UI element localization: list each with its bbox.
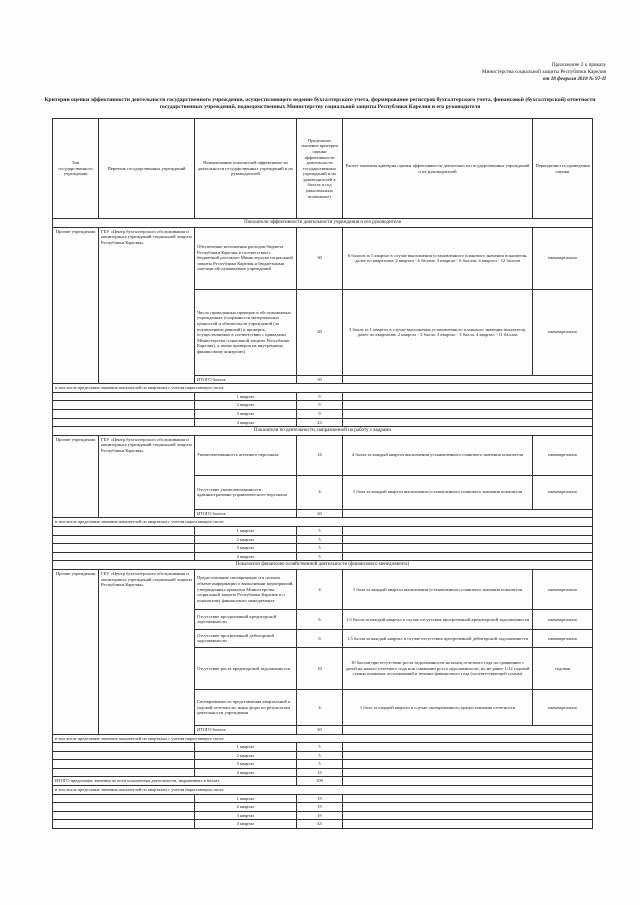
period-cell: ежеквартально — [533, 609, 593, 629]
grand-quarter-name: 2 квартал — [195, 803, 297, 812]
section-2-quarter-value: 5 — [297, 526, 343, 535]
section-3-title: Показатели финансово-хозяйственной деятельности (финансового менеджмента) — [53, 561, 593, 570]
section-1-quarter-empty — [53, 409, 195, 418]
section-2-quarter-name: 3 квартал — [195, 544, 297, 553]
section-1-quarter-empty-2 — [343, 401, 593, 410]
table-row — [53, 227, 593, 289]
section-1-quarter-value: 9 — [297, 392, 343, 401]
grand-quarter-row — [53, 811, 593, 820]
section-2-quarter-empty-2 — [343, 535, 593, 544]
section-2-quarter-empty-2 — [343, 526, 593, 535]
period-cell: ежеквартально — [533, 689, 593, 725]
section-3-quarter-row — [53, 751, 593, 760]
section-1-type: Прочие учреждения — [53, 227, 99, 384]
section-2-title: Показатели по деятельности, направленной на работу с кадрами — [53, 427, 593, 436]
appendix-line-2: Министерства социальной защиты Республики Карелия — [482, 69, 606, 75]
section-2-total-label: ИТОГО баллов — [195, 509, 297, 518]
indicator-cell: Отсутствие роста кредиторской задолженности — [195, 647, 297, 689]
section-3-quarter-empty-2 — [343, 743, 593, 752]
section-1-quarter-empty — [53, 392, 195, 401]
section-1-quarter-empty-2 — [343, 409, 593, 418]
grand-quarter-row — [53, 820, 593, 829]
section-2-quarter-empty-2 — [343, 544, 593, 553]
section-1-quarter-name: 3 квартал — [195, 409, 297, 418]
section-1-quarter-row — [53, 418, 593, 427]
section-3-quarter-empty-2 — [343, 760, 593, 769]
grand-quarter-empty — [53, 811, 195, 820]
grand-quarter-value: 19 — [297, 803, 343, 812]
section-2-quarter-row — [53, 552, 593, 561]
section-1-quarter-value: 9 — [297, 409, 343, 418]
section-2-quarter-row — [53, 526, 593, 535]
appendix-note — [386, 62, 606, 83]
appendix-line-3: от 18 февраля 2018 № 97-П — [542, 76, 606, 82]
indicator-cell: Обеспечение исполнения расходов бюджета Республики Карелия в соответствии с бюджетной росписью Министерства социальной защиты Республики Карелия и бюджетными сметами обслуживаемых учреждений — [195, 227, 297, 289]
grand-quarter-empty — [53, 803, 195, 812]
section-3-quarter-value: 15 — [297, 768, 343, 777]
header-indicator: Наименование показателей эффективности деятельности государственных учреждений и их руководителей — [195, 119, 297, 219]
section-1-total-empty — [343, 375, 593, 384]
section-2-quarter-label: в том числе предельные значения показателей по кварталам с учетом нарастающего итога — [53, 518, 593, 527]
section-3-type: Прочие учреждения — [53, 569, 99, 734]
grand-total-label: ИТОГО предельные значения по всем показателям деятельности, выраженных в баллах — [53, 777, 297, 786]
section-1-quarter-name: 2 квартал — [195, 401, 297, 410]
section-1-quarter-row — [53, 392, 593, 401]
section-2-quarter-row — [53, 544, 593, 553]
section-2-quarter-value: 5 — [297, 552, 343, 561]
section-3-quarter-empty — [53, 768, 195, 777]
section-1-quarter-empty-2 — [343, 418, 593, 427]
section-2-quarter-empty — [53, 544, 195, 553]
table-row — [53, 435, 593, 475]
grand-quarter-value: 19 — [297, 811, 343, 820]
header-calc: Расчет значения критерия оценки эффективности деятельности государственных учреждений и их руководителей — [343, 119, 533, 219]
section-1-quarter-row — [53, 401, 593, 410]
section-1-quarter-name: 4 квартал — [195, 418, 297, 427]
grand-quarter-empty — [53, 820, 195, 829]
period-cell: ежеквартально — [533, 629, 593, 647]
section-3-quarter-row — [53, 768, 593, 777]
indicator-cell: Предоставление своевременно и в полном объеме информации о выполнении мероприятий, утвержденных приказом Министерства социальной защиты Республики Карелия и о показателях финансового менеджмента — [195, 569, 297, 609]
section-2-quarter-row — [53, 535, 593, 544]
calc-cell: 1,5 балла за каждый квартал в случае отсутствия просроченной кредиторской задолженности — [343, 609, 533, 629]
section-3-quarter-empty-2 — [343, 751, 593, 760]
section-3-total-empty — [343, 725, 593, 734]
grand-quarter-row — [53, 794, 593, 803]
section-3-quarter-value: 5 — [297, 743, 343, 752]
section-2-org: ГБУ «Центр бухгалтерского обслуживания и мониторинга учреждений социальной защиты Республики Карелия» — [99, 435, 195, 518]
section-1-quarter-empty — [53, 418, 195, 427]
indicator-cell: Своевременность представления квартальной и годовой отчетности, иных форм по результатам деятельности учреждения — [195, 689, 297, 725]
section-3-total-value: 30 — [297, 725, 343, 734]
section-2-total-value: 20 — [297, 509, 343, 518]
section-1-quarter-value: 23 — [297, 418, 343, 427]
period-cell: ежеквартально — [533, 289, 593, 375]
section-2-quarter-empty — [53, 526, 195, 535]
section-1-quarter-name: 1 квартал — [195, 392, 297, 401]
max-cell: 20 — [297, 289, 343, 375]
section-1-total-value: 50 — [297, 375, 343, 384]
max-cell: 16 — [297, 435, 343, 475]
section-3-quarter-header-row — [53, 734, 593, 743]
section-2-quarter-empty — [53, 552, 195, 561]
grand-total-row — [53, 777, 593, 786]
document-title: Критерии оценки эффективности деятельности государственного учреждения, осуществляющего ведение бухгалтерского учета, формирование регистров бухгалтерского учета, финансовой (бухгалтерской) отчетности государственных учреждений, подведомственных Министерству социальной защиты Республики Карелия и его руководителя — [44, 97, 596, 111]
calc-cell: 6 баллов за 1 квартал в случае выполнения установленного планового значения показателя, далее по кварталам: 2 квартал - 6 баллов, 3 квартал - 6 баллов, 4 квартал - 12 баллов — [343, 227, 533, 289]
section-1-quarter-value: 9 — [297, 401, 343, 410]
grand-quarter-name: 3 квартал — [195, 811, 297, 820]
section-1-title: Показатели эффективности деятельности учреждения и его руководителя — [53, 219, 593, 228]
max-cell: 4 — [297, 569, 343, 609]
grand-quarter-header-row — [53, 786, 593, 795]
section-3-quarter-name: 2 квартал — [195, 751, 297, 760]
criteria-table — [52, 118, 593, 829]
calc-cell: 1 балл за каждый квартал в случае своевременного предоставления отчетности — [343, 689, 533, 725]
section-1-quarter-header-row — [53, 384, 593, 393]
period-cell: годовая — [533, 647, 593, 689]
max-cell: 6 — [297, 609, 343, 629]
header-max: Предельное значение критерия оценки эффективности деятельности государственных учреждений и их руководителей в баллах в год (максимально возможное) — [297, 119, 343, 219]
grand-total-value: 100 — [297, 777, 343, 786]
header-list: Перечень государственных учреждений — [99, 119, 195, 219]
appendix-line-1: Приложение 2 к приказу — [551, 62, 606, 68]
grand-quarter-value: 43 — [297, 820, 343, 829]
section-1-org: ГБУ «Центр бухгалтерского обслуживания и мониторинга учреждений социальной защиты Республики Карелия» — [99, 227, 195, 384]
max-cell: 10 — [297, 647, 343, 689]
section-3-quarter-name: 4 квартал — [195, 768, 297, 777]
grand-quarter-label: в том числе предельные значения показателей по кварталам с учетом нарастающего итога — [53, 786, 593, 795]
indicator-cell: Отсутствие просроченной кредиторской задолженности — [195, 609, 297, 629]
period-cell: ежеквартально — [533, 569, 593, 609]
section-3-quarter-row — [53, 743, 593, 752]
section-2-quarter-empty — [53, 535, 195, 544]
period-cell: ежеквартально — [533, 227, 593, 289]
grand-quarter-empty-2 — [343, 803, 593, 812]
indicator-cell: Отсутствие укомплектованности административно-управленческого персонала — [195, 475, 297, 509]
section-2-quarter-value: 5 — [297, 535, 343, 544]
header-period: Периодичность проведения оценки — [533, 119, 593, 219]
section-1-title-row — [53, 219, 593, 228]
indicator-cell: Число проведенных проверок в обслуживаемых учреждениях (сохранности материальных ценностей и обязательств учреждений (за исключением ревизий) и проверок, осуществляемых в соответствии с приказами Министерства социальной защиты Республики Карелия), а также проверок на внутреннему финансовому контролю) — [195, 289, 297, 375]
calc-cell: 1,5 балла за каждый квартал в случае отсутствия просроченной дебиторской задолженности — [343, 629, 533, 647]
section-2-quarter-name: 2 квартал — [195, 535, 297, 544]
calc-cell: 10 баллов при отсутствии роста задолженности на конец отчетного года по сравнению с датой на начало отчетного года или снижении роста задолженности, но не ранее 1/12 годовой суммы плановых ассигнований в течение финансового года (соответствующей суммы) — [343, 647, 533, 689]
section-2-quarter-header-row — [53, 518, 593, 527]
section-3-quarter-empty — [53, 751, 195, 760]
max-cell: 4 — [297, 689, 343, 725]
section-2-quarter-empty-2 — [343, 552, 593, 561]
section-3-quarter-empty-2 — [343, 768, 593, 777]
section-3-quarter-name: 1 квартал — [195, 743, 297, 752]
grand-quarter-empty-2 — [343, 820, 593, 829]
calc-cell: 1 балл за каждый квартал выполнения установленного планового значения показателя — [343, 569, 533, 609]
grand-quarter-row — [53, 803, 593, 812]
max-cell: 6 — [297, 629, 343, 647]
section-2-quarter-name: 1 квартал — [195, 526, 297, 535]
section-3-quarter-name: 3 квартал — [195, 760, 297, 769]
section-2-type: Прочие учреждения — [53, 435, 99, 518]
period-cell: ежеквартально — [533, 475, 593, 509]
grand-quarter-value: 19 — [297, 794, 343, 803]
indicator-cell: Отсутствие просроченной дебиторской задолженности — [195, 629, 297, 647]
calc-cell: 1 балл за каждый квартал выполнения установленного планового значения показателя — [343, 475, 533, 509]
grand-quarter-name: 1 квартал — [195, 794, 297, 803]
section-2-quarter-name: 4 квартал — [195, 552, 297, 561]
grand-quarter-name: 4 квартал — [195, 820, 297, 829]
section-2-quarter-value: 5 — [297, 544, 343, 553]
section-3-title-row — [53, 561, 593, 570]
section-3-total-label: ИТОГО баллов — [195, 725, 297, 734]
indicator-cell: Укомплектованность штатного персонала — [195, 435, 297, 475]
max-cell: 30 — [297, 227, 343, 289]
section-3-quarter-row — [53, 760, 593, 769]
section-3-quarter-value: 5 — [297, 760, 343, 769]
section-3-quarter-empty — [53, 760, 195, 769]
section-1-quarter-label: в том числе предельные значения показателей по кварталам с учетом нарастающего итога — [53, 384, 593, 393]
section-3-quarter-value: 5 — [297, 751, 343, 760]
section-2-total-empty — [343, 509, 593, 518]
section-3-quarter-empty — [53, 743, 195, 752]
section-3-quarter-label: в том числе предельные значения показателей по кварталам с учетом нарастающего итога — [53, 734, 593, 743]
grand-quarter-empty — [53, 794, 195, 803]
calc-cell: 4 балла за каждый квартал выполнения установленного планового значения показателя — [343, 435, 533, 475]
section-1-total-label: ИТОГО баллов — [195, 375, 297, 384]
max-cell: 4 — [297, 475, 343, 509]
grand-quarter-empty-2 — [343, 794, 593, 803]
grand-total-empty — [343, 777, 593, 786]
section-2-title-row — [53, 427, 593, 436]
grand-quarter-empty-2 — [343, 811, 593, 820]
section-1-quarter-row — [53, 409, 593, 418]
section-1-quarter-empty-2 — [343, 392, 593, 401]
table-row — [53, 569, 593, 609]
header-type: Тип государственного учреждения — [53, 119, 99, 219]
section-1-quarter-empty — [53, 401, 195, 410]
period-cell: ежеквартально — [533, 435, 593, 475]
section-3-org: ГБУ «Центр бухгалтерского обслуживания и мониторинга учреждений социальной защиты Республики Карелия» — [99, 569, 195, 734]
calc-cell: 3 балла за 1 квартал в случае выполнения установленного планового значения показателя, далее по кварталам: 2 квартал - 3 балла, 3 квартал - 3 балла, 4 квартал - 11 баллов — [343, 289, 533, 375]
